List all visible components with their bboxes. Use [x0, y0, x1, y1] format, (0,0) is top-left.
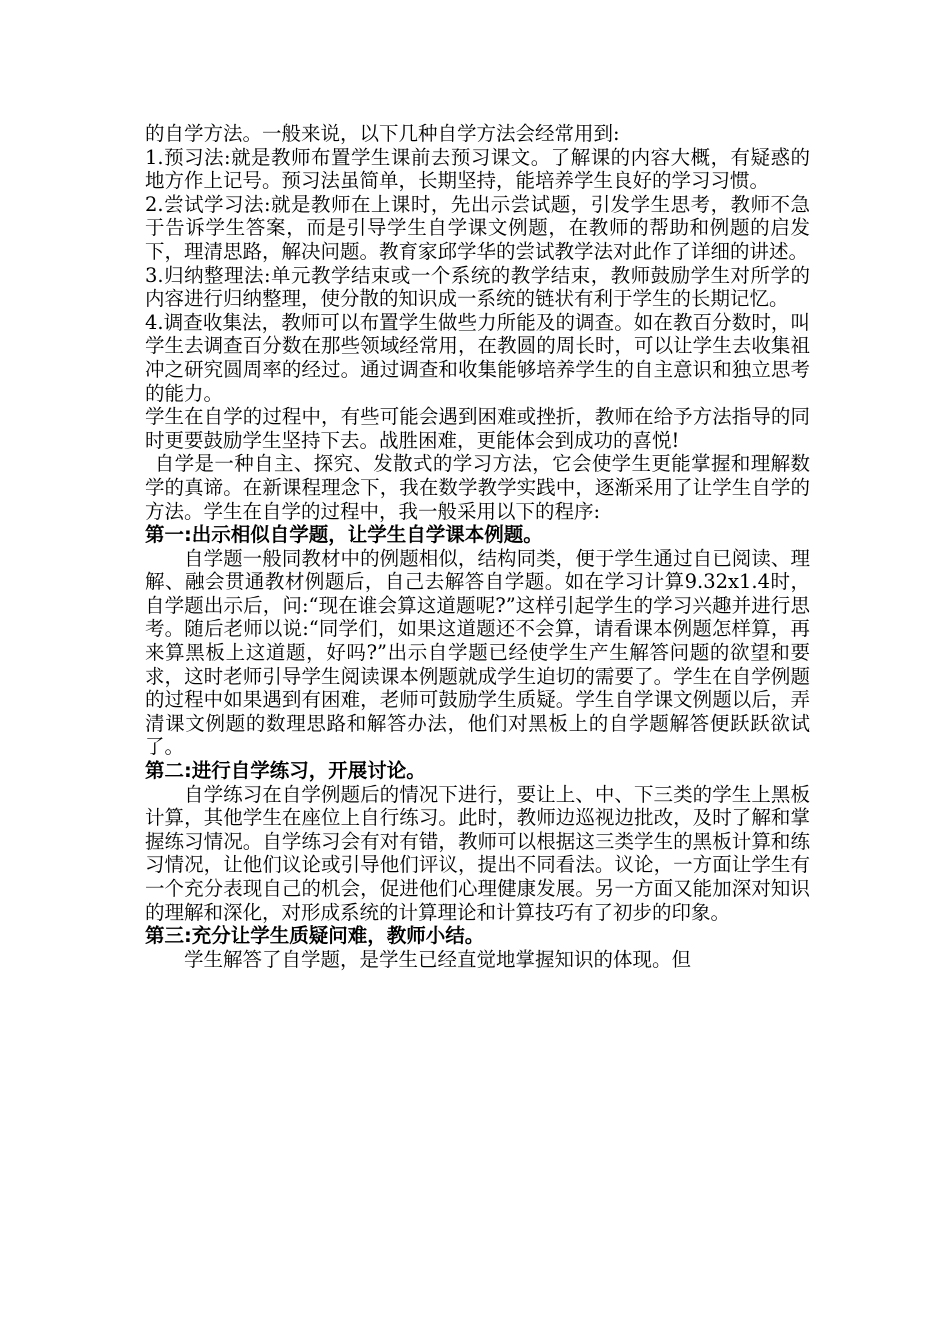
- paragraph-preview-method: 1.预习法:就是教师布置学生课前去预习课文。了解课的内容大概，有疑惑的地方作上记号。预习法虽简单，长期坚持，能培养学生良好的学习习惯。: [145, 145, 810, 193]
- section-heading-first: 第一:出示相似自学题，让学生自学课本例题。: [145, 523, 543, 547]
- paragraph-intro: 的自学方法。一般来说，以下几种自学方法会经常用到:: [145, 122, 620, 145]
- paragraph-self-study-overview: 自学是一种自主、探究、发散式的学习方法，它会使学生更能掌握和理解数学的真谛。在新课程理念下，我在数学教学实践中，逐渐采用了让学生自学的方法。学生在自学的过程中，我一般采用以下的程序:: [145, 452, 810, 523]
- paragraph-summary-method: 3.归纳整理法:单元教学结束或一个系统的教学结束，教师鼓励学生对所学的内容进行归纳整理，使分散的知识成一系统的链状有利于学生的长期记忆。: [145, 263, 810, 311]
- section-heading-second: 第二:进行自学练习，开展讨论。: [145, 759, 426, 783]
- paragraph-second-body: 自学练习在自学例题后的情况下进行，要让上、中、下三类的学生上黑板计算，其他学生在座位上自行练习。此时，教师边巡视边批改，及时了解和掌握练习情况。自学练习会有对有错，教师可以根据这三类学生的黑板计算和练习情况，让他们议论或引导他们评议，提出不同看法。议论，一方面让学生有一个充分表现自己的机会，促进他们心理健康发展。另一方面又能加深对知识的理解和深化，对形成系统的计算理论和计算技巧有了初步的印象。: [145, 782, 810, 924]
- document-page: [145, 122, 810, 971]
- paragraph-encouragement: 学生在自学的过程中，有些可能会遇到困难或挫折，教师在给予方法指导的同时更要鼓励学生坚持下去。战胜困难，更能体会到成功的喜悦!: [145, 405, 810, 452]
- paragraph-trial-method: 2.尝试学习法:就是教师在上课时，先出示尝试题，引发学生思考，教师不急于告诉学生答案，而是引导学生自学课文例题，在教师的帮助和例题的启发下，理清思路，解决问题。教育家邱学华的尝试教学法对此作了详细的讲述。: [145, 192, 810, 263]
- paragraph-first-body: 自学题一般同教材中的例题相似，结构同类，便于学生通过自已阅读、理解、融会贯通教材例题后，自己去解答自学题。如在学习计算9.32x1.4时，自学题出示后，问:“现在谁会算这道题呢?”这样引起学生的学习兴趣并进行思考。随后老师以说:“同学们，如果这道题还不会算，请看课本例题怎样算，再来算黑板上这道题，好吗?”出示自学题已经使学生产生解答问题的欲望和要求，这时老师引导学生阅读课本例题就成学生迫切的需要了。学生在自学例题的过程中如果遇到有困难，老师可鼓励学生质疑。学生自学课文例题以后，弄清课文例题的数理思路和解答办法，他们对黑板上的自学题解答便跃跃欲试了。: [145, 546, 810, 759]
- paragraph-third-body: 学生解答了自学题，是学生已经直觉地掌握知识的体现。但: [184, 947, 692, 971]
- paragraph-survey-method: 4.调查收集法，教师可以布置学生做些力所能及的调查。如在教百分数时，叫学生去调查百分数在那些领域经常用，在教圆的周长时，可以让学生去收集祖冲之研究圆周率的经过。通过调查和收集能够培养学生的自主意识和独立思考的能力。: [145, 310, 810, 405]
- section-heading-third: 第三:充分让学生质疑问难，教师小结。: [145, 924, 485, 948]
